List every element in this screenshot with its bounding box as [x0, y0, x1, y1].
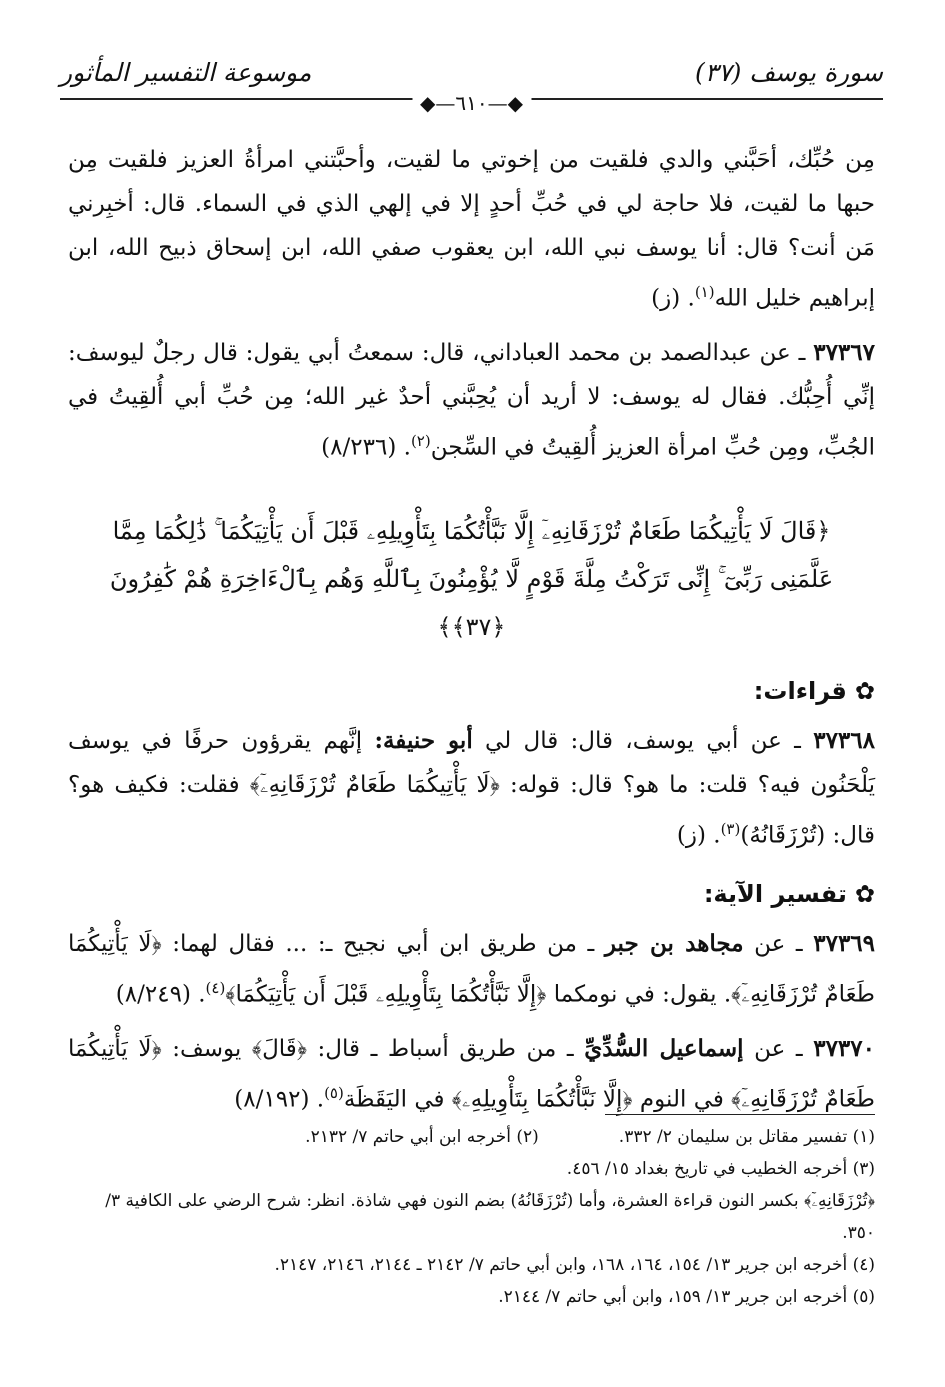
footnote-5: (٥) أخرجه ابن جرير ١٣/ ١٥٩، وابن أبي حاتم ٧/ ٢١٤٤.: [498, 1287, 875, 1307]
section-heading-readings: ✿ قراءات:: [753, 677, 875, 706]
narration-37367: ٣٧٣٦٧ ـ عن عبدالصمد بن محمد العباداني، قال: سمعتُ أبي يقول: قال رجلٌ ليوسف: إنِّي أُحِبُّك. فقال له يوسف: لا أريد أن يُحِبَّني أحدٌ غير الله؛ مِن حُبِّ أبي أُلقِيتُ في الجُبِّ، ومِن حُبِّ امرأة العزيز أُلقِيتُ في السِّجن$^{(٢)}$. (٨/٢٣٦): [68, 338, 875, 461]
narration-number: ٣٧٣٦٧: [813, 338, 875, 366]
footnote-3-note: ﴿تُرْزَقَانِهِۦٓ﴾ بكسر النون قراءة العشرة، وأما (تُرْزَقَانُهُ) بضم النون فهي شاذة. انظر: شرح الرضي على الكافية ٣/ ٣٥٠.: [105, 1191, 875, 1243]
footnote-4: (٤) أخرجه ابن جرير ١٣/ ١٥٤، ١٦٤، ١٦٨، وابن أبي حاتم ٧/ ٢١٤٢ ـ ٢١٤٤، ٢١٤٦، ٢١٤٧.: [274, 1255, 875, 1275]
flower-ornament-icon: ✿: [854, 677, 875, 706]
running-header: [60, 58, 883, 115]
footnote-rule: [605, 1114, 875, 1115]
footnote-1: (١) تفسير مقاتل بن سليمان ٢/ ٣٣٢.: [618, 1127, 875, 1147]
footnote-2: (٢) أخرجه ابن أبي حاتم ٧/ ٢١٣٢.: [305, 1127, 539, 1147]
section-heading-tafsir: ✿ تفسير الآية:: [703, 879, 875, 908]
paragraph-continuation: مِن حُبِّك، أحَبَّني والدي فلقيت من إخوتي ما لقيت، وأحبَّتني امرأةُ العزيز فلقيت مِن حبها ما لقيت، فلا حاجة لي في حُبِّ أحدٍ إلا في إلهي الذي في السماء. قال: أخبِرني مَن أنت؟ قال: أنا يوسف نبي الله، ابن يعقوب صفي الله، ابن إسحاق ذبيح الله، ابن إبراهيم خليل الله$^{(١)}$. (ز): [68, 147, 875, 312]
narration-37370: ٣٧٣٧٠ ـ عن إسماعيل السُّدِّيِّ ـ من طريق أسباط ـ قال: ﴿قَالَ﴾ يوسف: ﴿لَا يَأْتِيكُمَا طَعَامٌ تُرْزَقَانِهِۦٓ﴾ في النوم ﴿إِلَّا نَبَّأْتُكُمَا بِتَأْوِيلِهِۦ﴾ في اليَقَظَة$^{(٥)}$. (٨/١٩٢): [68, 1034, 875, 1113]
footnote-row: [68, 1121, 875, 1153]
surah-title: سورة يوسف (٣٧): [694, 58, 883, 87]
main-content: [68, 138, 875, 1121]
flower-ornament-icon: ✿: [854, 879, 875, 908]
page-number: ◆—٦١٠—◆: [412, 91, 531, 115]
narration-37369: ٣٧٣٦٩ ـ عن مجاهد بن جبر ـ من طريق ابن أبي نجيح ـ: ... فقال لهما: ﴿لَا يَأْتِيكُمَا طَعَامٌ تُرْزَقَانِهِۦٓ﴾. يقول: في نومكما ﴿إِلَّا نَبَّأْتُكُمَا بِتَأْوِيلِهِۦ قَبْلَ أَن يَأْتِيَكُمَا﴾$^{(٤)}$. (٨/٢٤٩): [68, 929, 876, 1008]
narration-37368: ٣٧٣٦٨ ـ عن أبي يوسف، قال: قال لي أبو حنيفة: إنَّهم يقرؤون حرفًا في يوسف يَلْحَنُون فيه؟ قلت: ما هو؟ قال: قوله: ﴿لَا يَأْتِيكُمَا طَعَامٌ تُرْزَقَانِهِۦٓ﴾ فقلت: فكيف هو؟ قال: (تُرْزَقَانُهُ)$^{(٣)}$. (ز): [68, 727, 875, 849]
quran-verse: ﴿قَالَ لَا يَأْتِيكُمَا طَعَامٌ تُرْزَقَانِهِۦٓ إِلَّا نَبَّأْتُكُمَا بِتَأْوِيلِهِۦ قَبْلَ أَن يَأْتِيَكُمَا ۚ ذَٰلِكُمَا مِمَّا عَلَّمَنِى رَبِّىٓ ۚ إِنِّى تَرَكْتُ مِلَّةَ قَوْمٍ لَّا يُؤْمِنُونَ بِٱللَّهِ وَهُم بِٱلْءَاخِرَةِ هُمْ كَٰفِرُونَ ﴿٣٧﴾﴾: [109, 517, 834, 642]
footnote-3: (٣) أخرجه الخطيب في تاريخ بغداد ١٥/ ٤٥٦.: [566, 1159, 875, 1179]
book-title: موسوعة التفسير المأثور: [60, 58, 312, 87]
footnotes: [68, 1114, 875, 1313]
